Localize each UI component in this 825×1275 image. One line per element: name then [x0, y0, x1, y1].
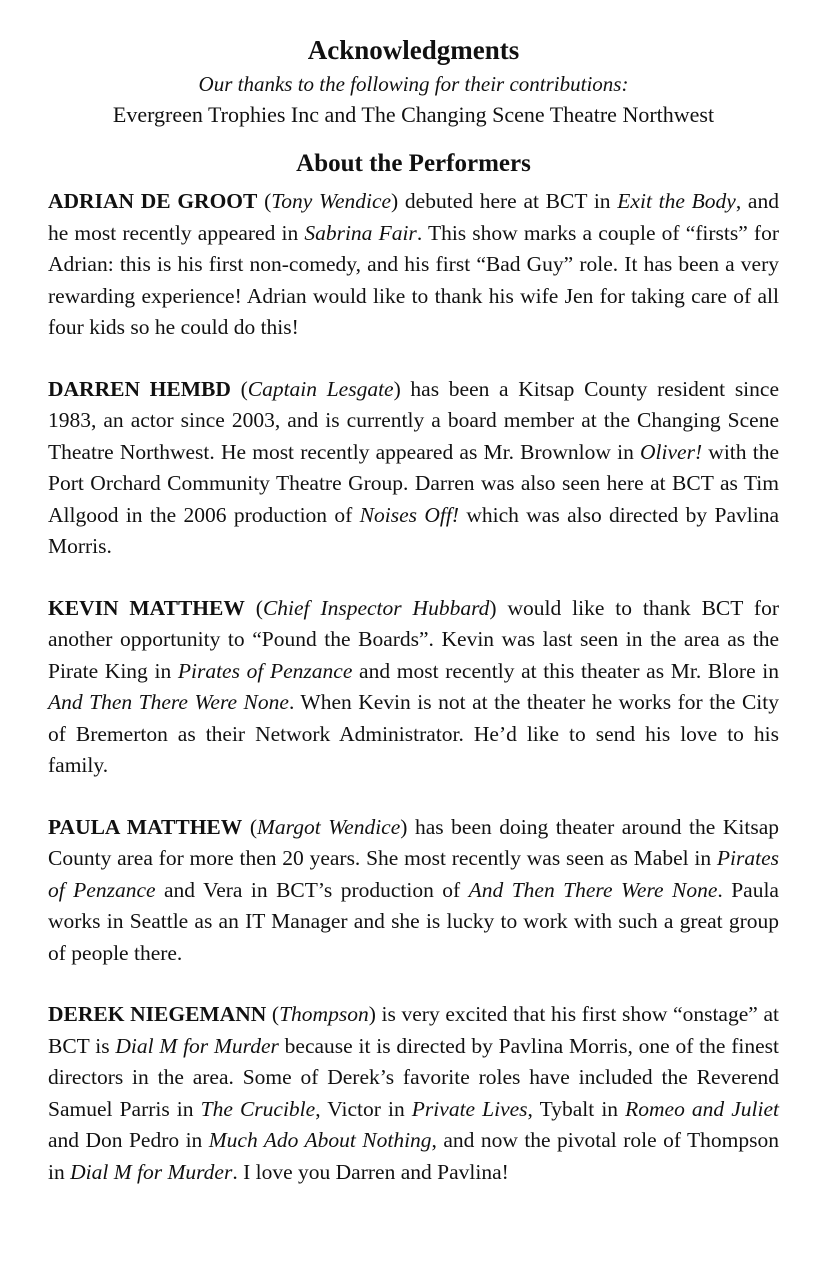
- role-or-title: Margot Wendice: [256, 814, 401, 839]
- performer-name: ADRIAN DE GROOT: [48, 189, 258, 213]
- role-or-title: Chief Inspector Hubbard: [262, 595, 490, 620]
- role-or-title: And Then There Were None: [468, 877, 718, 902]
- performer-bio: DARREN HEMBD (Captain Lesgate) has been a Kitsap County resident since 1983, an actor since 2003, and is currently a board member at the Changing Scene Theatre Northwest. He most recently appeared as Mr. Brownlow in Oliver! with the Port Orchard Community Theatre Group. Darren was also seen here at BCT as Tim Allgood in the 2006 production of Noises Off! which was also directed by Pavlina Morris.: [48, 376, 779, 558]
- role-or-title: Sabrina Fair: [304, 220, 417, 245]
- acknowledgments-heading: Acknowledgments: [307, 35, 520, 65]
- role-or-title: Oliver!: [640, 439, 703, 464]
- role-or-title: Thompson: [279, 1002, 369, 1026]
- role-or-title: Tony Wendice: [271, 189, 392, 213]
- performer-bios: [48, 186, 779, 1188]
- role-or-title: Private Lives: [411, 1096, 528, 1121]
- performer-bio: ADRIAN DE GROOT (Tony Wendice) debuted here at BCT in Exit the Body, and he most recently appeared in Sabrina Fair. This show marks a couple of “firsts” for Adrian: this is his first non-comedy, and his first “Bad Guy” role. It has been a very rewarding experience! Adrian would like to thank his wife Jen for taking care of all four kids so he could do this!: [48, 189, 779, 339]
- performers-heading: About the Performers: [296, 150, 531, 177]
- acknowledgments-subtitle: Our thanks to the following for their contributions:: [198, 72, 629, 96]
- performer-name: DEREK NIEGEMANN: [48, 1002, 267, 1026]
- performer-bio: PAULA MATTHEW (Margot Wendice) has been doing theater around the Kitsap County area for more then 20 years. She most recently was seen as Mabel in Pirates of Penzance and Vera in BCT’s production of And Then There Were None. Paula works in Seattle as an IT Manager and she is lucky to work with such a great group of people there.: [48, 814, 779, 965]
- role-or-title: The Crucible: [200, 1096, 316, 1121]
- performer-name: KEVIN MATTHEW: [48, 595, 245, 620]
- performer-bio: KEVIN MATTHEW (Chief Inspector Hubbard) would like to thank BCT for another opportunity to “Pound the Boards”. Kevin was last seen in the area as the Pirate King in Pirates of Penzance and most recently at this theater as Mr. Blore in And Then There Were None. When Kevin is not at the theater he works for the City of Bremerton as their Network Administrator. He’d like to send his love to his family.: [48, 595, 779, 777]
- role-or-title: Much Ado About Nothing: [208, 1128, 432, 1152]
- role-or-title: Noises Off!: [359, 502, 460, 527]
- performer-bio: DEREK NIEGEMANN (Thompson) is very excited that his first show “onstage” at BCT is Dial M for Murder because it is directed by Pavlina Morris, one of the finest directors in the area. Some of Derek’s favorite roles have included the Reverend Samuel Parris in The Crucible, Victor in Private Lives, Tybalt in Romeo and Juliet and Don Pedro in Much Ado About Nothing, and now the pivotal role of Thompson in Dial M for Murder. I love you Darren and Pavlina!: [48, 1002, 780, 1184]
- role-or-title: Dial M for Murder: [115, 1033, 279, 1058]
- role-or-title: Pirates of Penzance: [48, 846, 779, 902]
- performer-name: PAULA MATTHEW: [48, 814, 243, 839]
- performer-name: DARREN HEMBD: [48, 376, 231, 401]
- role-or-title: Exit the Body: [617, 189, 736, 213]
- role-or-title: Captain Lesgate: [247, 376, 394, 401]
- role-or-title: Romeo and Juliet: [625, 1096, 779, 1121]
- role-or-title: Dial M for Murder: [70, 1159, 233, 1184]
- acknowledgments-orgs: Evergreen Trophies Inc and The Changing Scene Theatre Northwest: [112, 102, 715, 127]
- role-or-title: And Then There Were None: [48, 690, 289, 714]
- role-or-title: Pirates of Penzance: [177, 658, 353, 683]
